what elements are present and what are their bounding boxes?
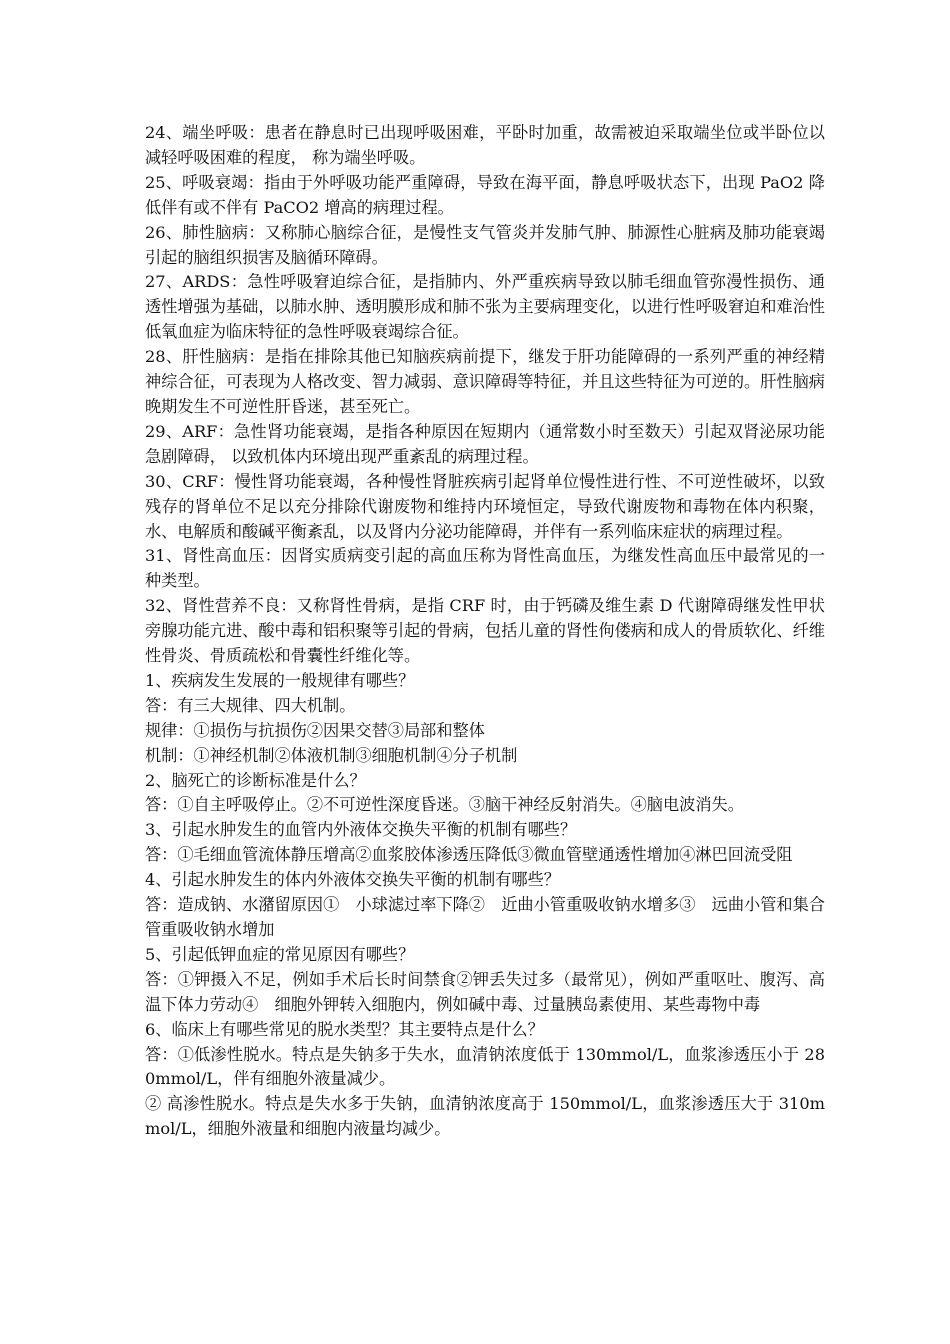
answer-2: 答：①自主呼吸停止。②不可逆性深度昏迷。③脑干神经反射消失。④脑电波消失。 [145, 795, 744, 815]
answer-3: 答：①毛细血管流体静压增高②血浆胶体渗透压降低③微血管壁通透性增加④淋巴回流受阻 [145, 845, 793, 865]
question-6: 6、临床上有哪些常见的脱水类型？其主要特点是什么？ [145, 1019, 544, 1039]
answer-1-rules: 规律：①损伤与抗损伤②因果交替③局部和整体 [145, 720, 485, 740]
paragraph-term-32: 32、肾性营养不良：又称肾性骨病，是指 CRF 时，由于钙磷及维生素 D 代谢障碍继发性甲状旁腺功能亢进、酸中毒和铝积聚等引起的骨病，包括儿童的肾性佝偻病和成人的骨质软化、纤维性骨炎、骨质疏松和骨囊性纤维化等。 [145, 596, 825, 666]
paragraph-term-24: 24、端坐呼吸：患者在静息时已出现呼吸困难，平卧时加重，故需被迫采取端坐位或半卧位以减轻呼吸困难的程度， 称为端坐呼吸。 [145, 123, 825, 167]
document-body [145, 121, 825, 1142]
answer-1: 答：有三大规律、四大机制。 [145, 695, 356, 715]
paragraph-term-28: 28、肝性脑病：是指在排除其他已知脑疾病前提下，继发于肝功能障碍的一系列严重的神经精神综合征，可表现为人格改变、智力减弱、意识障碍等特征，并且这些特征为可逆的。肝性脑病晚期发生不可逆性肝昏迷，甚至死亡。 [145, 347, 825, 416]
paragraph-term-25: 25、呼吸衰竭：指由于外呼吸功能严重障碍，导致在海平面，静息呼吸状态下，出现 PaO2 降低伴有或不伴有 PaCO2 增高的病理过程。 [145, 172, 825, 217]
question-3: 3、引起水肿发生的血管内外液体交换失平衡的机制有哪些？ [145, 820, 577, 840]
answer-6-hypertonic: ② 高渗性脱水。特点是失水多于失钠，血清钠浓度高于 150mmol/L，血浆渗透压大于 310mmol/L，细胞外液量和细胞内液量均减少。 [145, 1094, 825, 1139]
question-5: 5、引起低钾血症的常见原因有哪些？ [145, 944, 415, 964]
paragraph-term-31: 31、肾性高血压：因肾实质病变引起的高血压称为肾性高血压，为继发性高血压中最常见的一种类型。 [145, 546, 825, 591]
paragraph-term-30: 30、CRF：慢性肾功能衰竭，各种慢性肾脏疾病引起肾单位慢性进行性、不可逆性破坏，以致残存的肾单位不足以充分排除代谢废物和维持内环境恒定，导致代谢废物和毒物在体内积聚，水、电解质和酸碱平衡紊乱，以及肾内分泌功能障碍，并伴有一系列临床症状的病理过程。 [145, 471, 825, 541]
paragraph-term-27: 27、ARDS：急性呼吸窘迫综合征，是指肺内、外严重疾病导致以肺毛细血管弥漫性损伤、通透性增强为基础，以肺水肿、透明膜形成和肺不张为主要病理变化，以进行性呼吸窘迫和难治性低氧血症为临床特征的急性呼吸衰竭综合征。 [145, 272, 825, 342]
question-2: 2、脑死亡的诊断标准是什么？ [145, 770, 366, 790]
question-1: 1、疾病发生发展的一般规律有哪些？ [145, 670, 415, 690]
answer-4: 答：造成钠、水潴留原因① 小球滤过率下降② 近曲小管重吸收钠水增多③ 远曲小管和集合管重吸收钠水增加 [145, 895, 825, 939]
paragraph-term-26: 26、肺性脑病：又称肺心脑综合征，是慢性支气管炎并发肺气肿、肺源性心脏病及肺功能衰竭引起的脑组织损害及脑循环障碍。 [145, 222, 825, 267]
answer-6-hypotonic: 答：①低渗性脱水。特点是失钠多于失水，血清钠浓度低于 130mmol/L，血浆渗透压小于 280mmol/L，伴有细胞外液量减少。 [145, 1044, 825, 1089]
answer-5: 答：①钾摄入不足，例如手术后长时间禁食②钾丢失过多（最常见），例如严重呕吐、腹泻、高温下体力劳动④ 细胞外钾转入细胞内，例如碱中毒、过量胰岛素使用、某些毒物中毒 [145, 969, 825, 1014]
paragraph-term-29: 29、ARF：急性肾功能衰竭，是指各种原因在短期内（通常数小时至数天）引起双肾泌尿功能急剧障碍， 以致机体内环境出现严重紊乱的病理过程。 [145, 421, 825, 466]
question-4: 4、引起水肿发生的体内外液体交换失平衡的机制有哪些？ [145, 870, 560, 890]
answer-1-mechanisms: 机制：①神经机制②体液机制③细胞机制④分子机制 [145, 745, 518, 765]
